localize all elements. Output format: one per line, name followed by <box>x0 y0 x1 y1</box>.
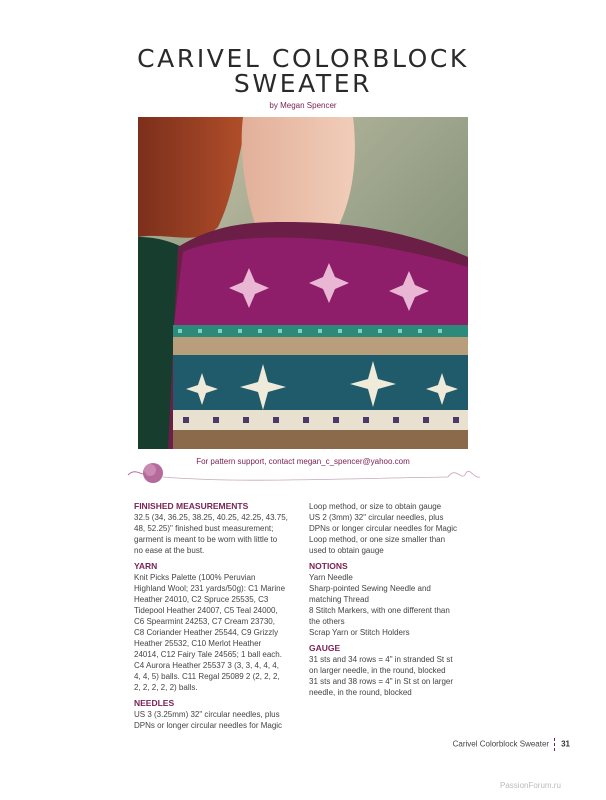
yarn-heading: YARN <box>134 561 158 571</box>
page-title-line2: SWEATER <box>233 69 373 98</box>
needles-line: Loop method, or size to obtain gauge <box>309 502 442 511</box>
gauge-line: on larger needle, in the round, blocked <box>309 666 446 675</box>
pattern-support-note: For pattern support, contact megan_c_spencer@yahoo.com <box>196 457 410 466</box>
yarn-line: Heather 25532, C10 Merlot Heather <box>134 639 262 648</box>
yarn-line: C4 Aurora Heather 25537 3 (3, 3, 4, 4, 4, <box>134 661 279 670</box>
notions-line: 8 Stitch Markers, with one different than <box>309 606 450 615</box>
page-footer <box>0 738 570 751</box>
yarn-line: C8 Coriander Heather 25544, C9 Grizzly <box>134 628 279 637</box>
finished-measurements-heading: FINISHED MEASUREMENTS <box>134 501 249 511</box>
fair-isle-sweater-photo-icon <box>138 117 468 449</box>
notions-line: Yarn Needle <box>309 573 353 582</box>
author-byline: by Megan Spencer <box>269 101 337 110</box>
yarn-line: Tidepool Heather 24007, C5 Teal 24000, <box>134 606 278 615</box>
gauge-line: needle, in the round, blocked <box>309 688 412 697</box>
needles-line: used to obtain gauge <box>309 546 384 555</box>
needles-line: Loop method, or one size smaller than <box>309 535 446 544</box>
needles-line: US 2 (3mm) 32" circular needles, plus <box>309 513 444 522</box>
notions-line: matching Thread <box>309 595 369 604</box>
yarn-line: C6 Spearmint 24253, C7 Cream 23730, <box>134 617 275 626</box>
gauge-line: 31 sts and 34 rows = 4" in stranded St st <box>309 655 453 664</box>
measurements-line: no ease at the bust. <box>134 546 205 555</box>
footer-title: Carivel Colorblock Sweater <box>452 739 550 749</box>
measurements-line: 32.5 (34, 36.25, 38.25, 40.25, 42.25, 43.75, <box>134 513 288 522</box>
needles-heading: NEEDLES <box>134 698 175 708</box>
yarn-line: 4, 4, 5) balls. C11 Regal 25089 2 (2, 2, 2, <box>134 672 280 681</box>
sweater-photo <box>138 117 468 449</box>
page-title-line1: CARIVEL COLORBLOCK <box>137 44 469 73</box>
needles-line: DPNs or longer circular needles for Magic <box>134 721 283 730</box>
needles-line: US 3 (3.25mm) 32" circular needles, plus <box>134 710 280 719</box>
measurements-line: 48, 52.25)" finished bust measurement; <box>134 524 274 533</box>
measurements-line: garment is meant to be worn with little to <box>134 535 278 544</box>
notions-line: the others <box>309 617 345 626</box>
yarn-line: 2, 2, 2, 2, 2) balls. <box>134 683 198 692</box>
yarn-line: Knit Picks Palette (100% Peruvian <box>134 573 256 582</box>
notions-line: Sharp-pointed Sewing Needle and <box>309 584 431 593</box>
right-column <box>309 501 479 698</box>
notions-heading: NOTIONS <box>309 561 348 571</box>
notions-line: Scrap Yarn or Stitch Holders <box>309 628 410 637</box>
gauge-line: 31 sts and 38 rows = 4" in St st on larger <box>309 677 454 686</box>
footer-divider <box>554 738 556 751</box>
yarn-line: Heather 24010, C2 Spruce 25535, C3 <box>134 595 269 604</box>
left-column <box>134 501 304 731</box>
needles-line: DPNs or longer circular needles for Magic <box>309 524 458 533</box>
page-number: 31 <box>561 739 570 749</box>
yarn-line: 24014, C12 Fairy Tale 24565; 1 ball each. <box>134 650 282 659</box>
gauge-heading: GAUGE <box>309 643 341 653</box>
yarn-line: Highland Wool; 231 yards/50g): C1 Marine <box>134 584 286 593</box>
watermark: PassionForum.ru <box>500 781 561 790</box>
